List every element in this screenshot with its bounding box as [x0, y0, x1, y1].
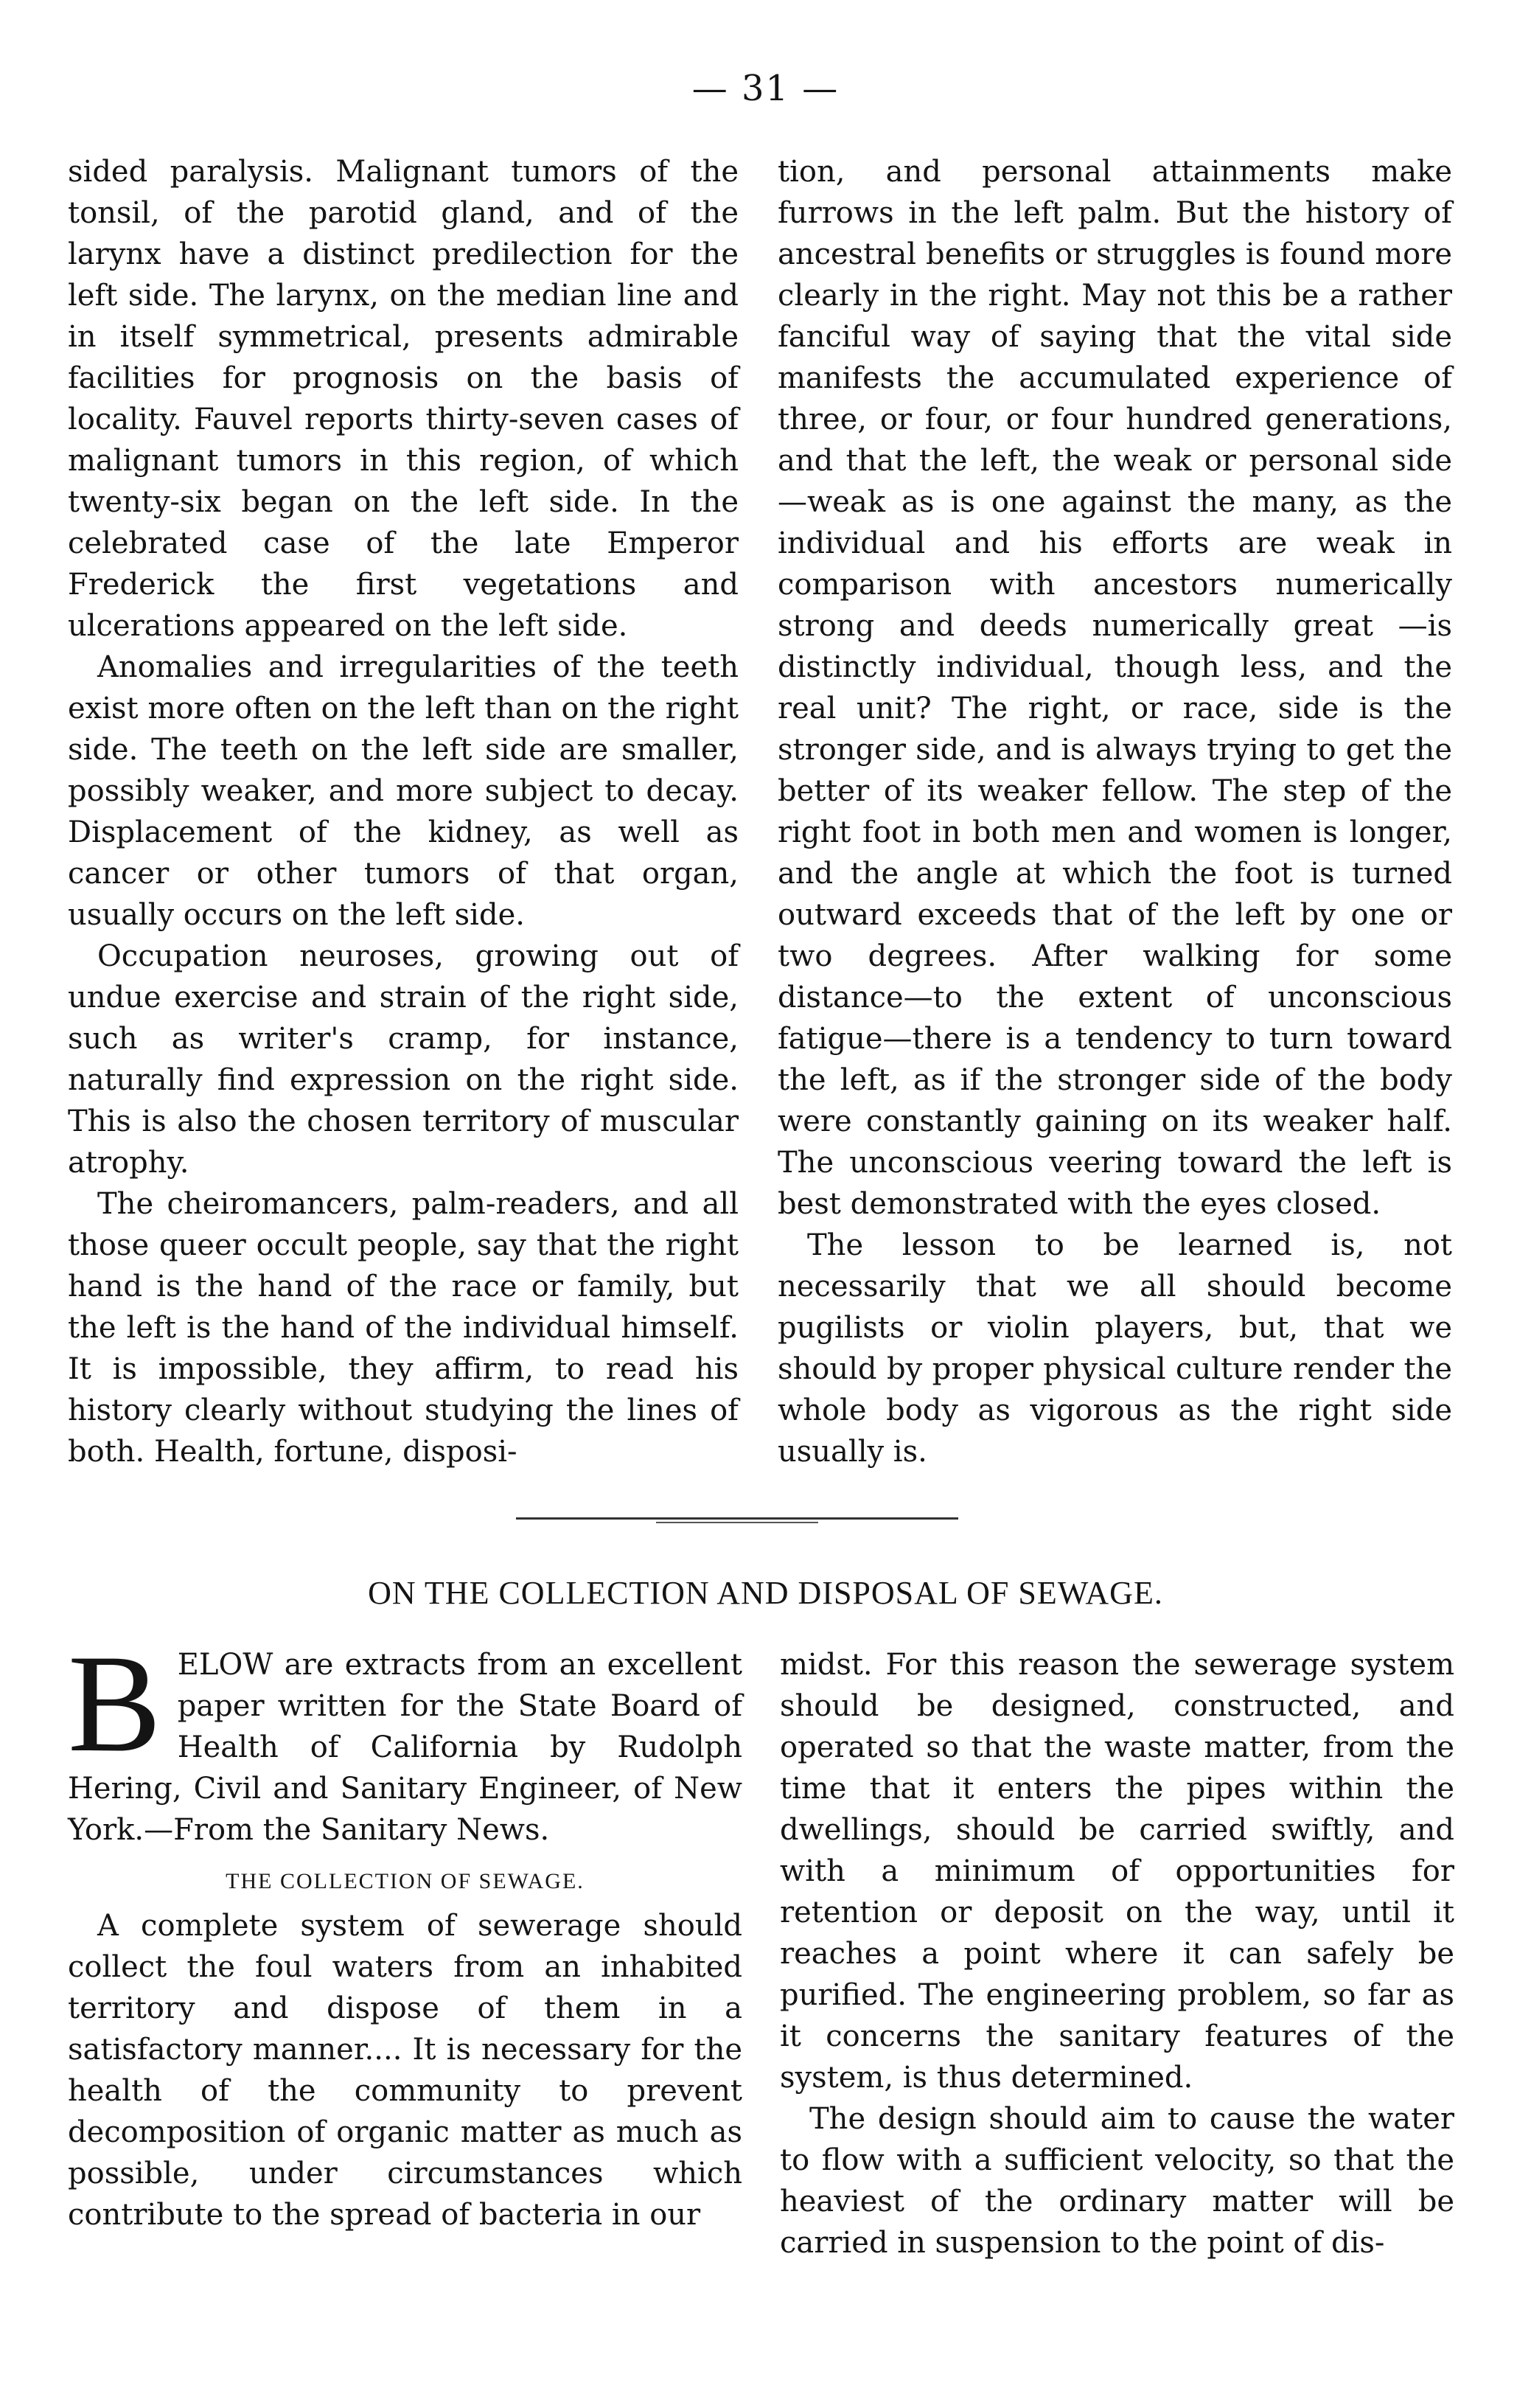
article-intro — [68, 1626, 742, 1851]
right-column-top — [778, 151, 1452, 1472]
left-column-top — [68, 151, 739, 1472]
body-paragraph: The cheiromancers, palm-readers, and all those queer occult people, say that the right hand is the hand of the race or family, but the left is the hand of the individual himself. It is impossible, they affirm, to read his history clearly without studying the lines of both. Health, fortune, disposi- — [68, 1187, 739, 1469]
body-paragraph: tion, and personal attainments make furrows in the left palm. But the history of ancestral benefits or struggles is found more clearly in the right. May not this be a rather fanciful way of saying that the vital side manifests the accumulated experience of three, or four, or four hundred generations, and that the left, the weak or personal side—weak as is one against the many, as the individual and his efforts are weak in comparison with ancestors numerically strong and deeds numerically great —is distinctly individual, though less, and the real unit? The right, or race, side is the stronger side, and is always trying to get the better of its weaker fellow. The step of the right foot in both men and women is longer, and the angle at which the foot is turned outward exceeds that of the left by one or two degrees. After walking for some distance—to the extent of unconscious fatigue—there is a tendency to turn toward the left, as if the stronger side of the body were constantly gaining on its weaker half. The unconscious veering toward the left is best demonstrated with the eyes closed. — [778, 155, 1452, 1221]
page-number: — 31 — — [691, 68, 840, 109]
article-left-column — [68, 1626, 742, 2235]
body-paragraph: Occupation neuroses, growing out of undue exercise and strain of the right side, such as writer's cramp, for instance, naturally find expression on the right side. This is also the chosen territory of muscular atrophy. — [68, 939, 739, 1180]
body-paragraph: Anomalies and irregularities of the teeth exist more often on the left than on the right side. The teeth on the left side are smaller, possibly weaker, and more subject to decay. Displacement of the kidney, as well as cancer or other tumors of that organ, usually occurs on the left side. — [68, 650, 739, 932]
body-paragraph: A complete system of sewerage should collect the foul waters from an inhabited territory and dispose of them in a satisfactory manner.... It is necessary for the health of the community to prevent decomposition of organic matter as much as possible, under circumstances which contribute to the spread of bacteria in our — [68, 1909, 742, 2232]
body-paragraph: sided paralysis. Malignant tumors of the tonsil, of the parotid gland, and of the larynx have a distinct predilection for the left side. The larynx, on the median line and in itself symmetrical, presents admirable facilities for prognosis on the basis of locality. Fauvel reports thirty-seven cases of malignant tumors in this region, of which twenty-six began on the left side. In the celebrated case of the late Emperor Frederick the first vegetations and ulcerations appeared on the left side. — [68, 155, 739, 643]
drop-cap: B — [68, 1626, 161, 1781]
body-paragraph: The lesson to be learned is, not necessarily that we all should become pugilists or violin players, but, that we should by proper physical culture render the whole body as vigorous as the right side usually is. — [778, 1228, 1452, 1469]
intro-text: ELOW are extracts from an excellent paper written for the State Board of Health of California by Rudolph Hering, Civil and Sanitary Engineer, of New York.—From the Sanitary News. — [68, 1648, 742, 1847]
body-paragraph: The design should aim to cause the water to flow with a sufficient velocity, so that the heaviest of the ordinary matter will be carried in suspension to the point of dis- — [780, 2102, 1454, 2260]
section-divider — [516, 1517, 958, 1520]
article-right-column — [780, 1644, 1454, 2263]
article-title: ON THE COLLECTION AND DISPOSAL OF SEWAGE. — [368, 1575, 1163, 1611]
subheading: THE COLLECTION OF SEWAGE. — [226, 1869, 585, 1893]
body-paragraph: midst. For this reason the sewerage system should be designed, constructed, and operated so that the waste matter, from the time that it enters the pipes within the dwellings, should be carried swiftly, and with a minimum of opportunities for retention or deposit on the way, until it reaches a point where it can safely be purified. The engineering problem, so far as it concerns the sanitary features of the system, is thus determined. — [780, 1648, 1454, 2095]
